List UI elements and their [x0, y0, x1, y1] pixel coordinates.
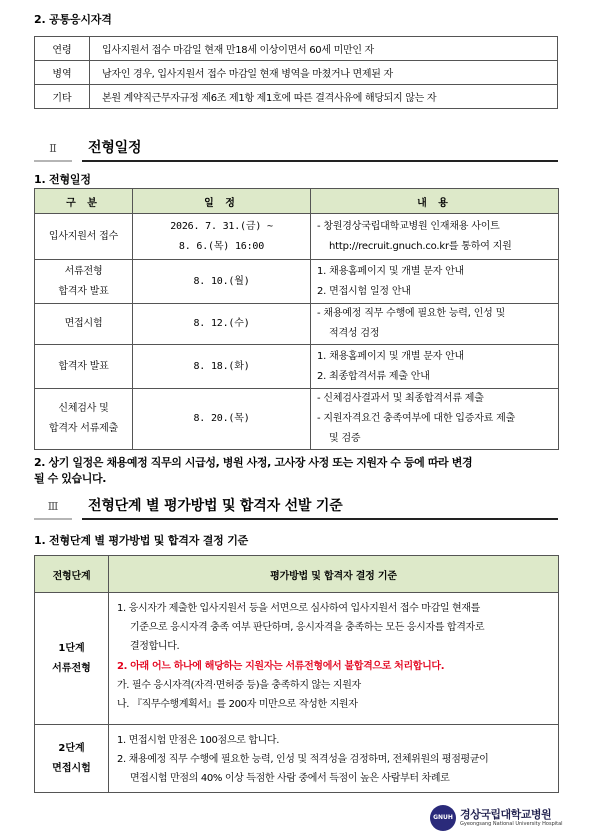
criteria-line: 1. 응시자가 제출한 입사지원서 등을 서면으로 심사하여 입사지원서 접수 마감일 현재를 — [117, 603, 480, 614]
eligibility-label: 기타 — [35, 85, 90, 109]
hospital-name: 경상국립대학교병원 — [460, 808, 552, 821]
content-line: - 채용예정 직무 수행에 필요한 능력, 인성 및 — [317, 308, 506, 319]
criteria-box — [109, 593, 558, 724]
content-line: 및 검증 — [329, 433, 361, 444]
evaluation-column-header: 전형단계 — [35, 556, 109, 593]
section-title: 전형일정 — [82, 138, 558, 162]
schedule-date — [133, 214, 311, 260]
eligibility-row — [35, 61, 558, 85]
schedule-category — [35, 214, 133, 260]
eligibility-row — [35, 37, 558, 61]
schedule-category — [35, 389, 133, 450]
date-line: 2026. 7. 31.(금) ~ — [170, 220, 273, 232]
date-line: 8. 12.(수) — [193, 318, 250, 329]
section-header-evaluation — [34, 496, 558, 520]
evaluation-row — [35, 725, 559, 793]
section-header-schedule — [34, 138, 558, 162]
content-line: - 지원자격요건 충족여부에 대한 입증자료 제출 — [317, 413, 516, 424]
criteria-line: 1. 면접시험 만점은 100점으로 합니다. — [117, 735, 280, 746]
stage-line: 1단계 — [58, 642, 85, 654]
hospital-name-en: Gyeongsang National University Hospital — [460, 821, 563, 827]
date-line: 8. 18.(화) — [193, 360, 250, 372]
criteria-line: 기준으로 응시자격 충족 여부 판단하며, 응시자격을 충족하는 모든 응시자를 합격자로 — [130, 622, 485, 633]
schedule-date — [133, 260, 311, 304]
category-line: 신체검사 및 — [58, 403, 109, 414]
criteria-line: 나. 『직무수행계획서』를 200자 미만으로 작성한 지원자 — [117, 699, 358, 710]
evaluation-criteria — [109, 725, 559, 793]
schedule-content — [311, 214, 559, 260]
category-line: 면접시험 — [64, 318, 103, 329]
schedule-row — [35, 260, 559, 304]
schedule-category — [35, 304, 133, 345]
eligibility-value: 남자인 경우, 입사지원서 접수 마감일 현재 병역을 마쳤거나 면제된 자 — [90, 61, 558, 85]
evaluation-column-header: 평가방법 및 합격자 결정 기준 — [109, 556, 559, 593]
section-number: Ⅱ — [34, 138, 72, 162]
hospital-emblem-icon: GNUH — [430, 805, 456, 831]
category-line: 합격자 발표 — [58, 360, 109, 372]
evaluation-table — [34, 555, 559, 793]
criteria-box — [109, 725, 558, 792]
section-title: 전형단계 별 평가방법 및 합격자 선발 기준 — [82, 496, 558, 520]
schedule-date — [133, 345, 311, 389]
schedule-row — [35, 389, 559, 450]
date-line: 8. 20.(목) — [193, 413, 250, 424]
section-number: Ⅲ — [34, 496, 72, 520]
schedule-row — [35, 345, 559, 389]
criteria-line: 결정합니다. — [130, 641, 180, 652]
note-line: 될 수 있습니다. — [34, 472, 106, 485]
category-line: 합격자 서류제출 — [48, 423, 119, 434]
stage-line: 서류전형 — [52, 662, 91, 674]
schedule-content — [311, 389, 559, 450]
schedule-row — [35, 304, 559, 345]
schedule-column-header: 내 용 — [311, 189, 559, 214]
category-line: 합격자 발표 — [58, 285, 109, 297]
section-heading-common-eligibility: 2. 공통응시자격 — [34, 13, 112, 26]
criteria-line: 면접시험 만점의 40% 이상 득점한 사람 중에서 득점이 높은 사람부터 차례로 — [130, 773, 450, 784]
evaluation-stage — [35, 725, 109, 793]
category-line: 서류전형 — [64, 265, 103, 277]
category-line: 입사지원서 접수 — [48, 230, 119, 242]
evaluation-heading: 1. 전형단계 별 평가방법 및 합격자 결정 기준 — [34, 534, 249, 547]
evaluation-row — [35, 593, 559, 725]
hospital-logo — [430, 803, 563, 833]
schedule-table — [34, 188, 559, 450]
schedule-date — [133, 304, 311, 345]
date-line: 8. 10.(월) — [193, 275, 250, 287]
schedule-content — [311, 304, 559, 345]
schedule-content — [311, 345, 559, 389]
schedule-heading: 1. 전형일정 — [34, 173, 91, 186]
evaluation-criteria — [109, 593, 559, 725]
content-line: 2. 최종합격서류 제출 안내 — [317, 370, 430, 382]
schedule-change-note — [34, 455, 558, 487]
eligibility-value: 본원 계약직근무자규정 제6조 제1항 제1호에 따른 결격사유에 해당되지 않는 자 — [90, 85, 558, 109]
note-line: 2. 상기 일정은 채용예정 직무의 시급성, 병원 사정, 고사장 사정 또는 지원자 수 등에 따라 변경 — [34, 456, 473, 469]
eligibility-value: 입사지원서 접수 마감일 현재 만18세 이상이면서 60세 미만인 자 — [90, 37, 558, 61]
schedule-category — [35, 345, 133, 389]
schedule-category — [35, 260, 133, 304]
eligibility-label: 병역 — [35, 61, 90, 85]
criteria-line: 2. 아래 어느 하나에 해당하는 지원자는 서류전형에서 불합격으로 처리합니다. — [117, 661, 445, 672]
content-line: - 신체검사결과서 및 최종합격서류 제출 — [317, 393, 484, 404]
schedule-column-header: 일 정 — [133, 189, 311, 214]
date-line: 8. 6.(목) 16:00 — [178, 240, 265, 252]
content-line: 1. 채용홈페이지 및 개별 문자 안내 — [317, 265, 465, 277]
content-line: - 창원경상국립대학교병원 인재채용 사이트 — [317, 220, 500, 232]
stage-line: 면접시험 — [52, 762, 91, 774]
schedule-date — [133, 389, 311, 450]
schedule-row — [35, 214, 559, 260]
criteria-line: 가. 필수 응시자격(자격·면허증 등)을 충족하지 않는 지원자 — [117, 680, 361, 691]
stage-line: 2단계 — [58, 742, 85, 754]
schedule-column-header: 구 분 — [35, 189, 133, 214]
content-line: 2. 면접시험 일정 안내 — [317, 285, 411, 297]
eligibility-table — [34, 36, 558, 109]
content-line: 1. 채용홈페이지 및 개별 문자 안내 — [317, 350, 465, 362]
evaluation-stage — [35, 593, 109, 725]
content-line: http://recruit.gnuch.co.kr를 통하여 지원 — [329, 240, 512, 252]
eligibility-label: 연령 — [35, 37, 90, 61]
content-line: 적격성 검정 — [329, 328, 380, 339]
schedule-content — [311, 260, 559, 304]
eligibility-row — [35, 85, 558, 109]
criteria-line: 2. 채용예정 직무 수행에 필요한 능력, 인성 및 적격성을 검정하며, 전체위원의 평점평균이 — [117, 754, 489, 765]
